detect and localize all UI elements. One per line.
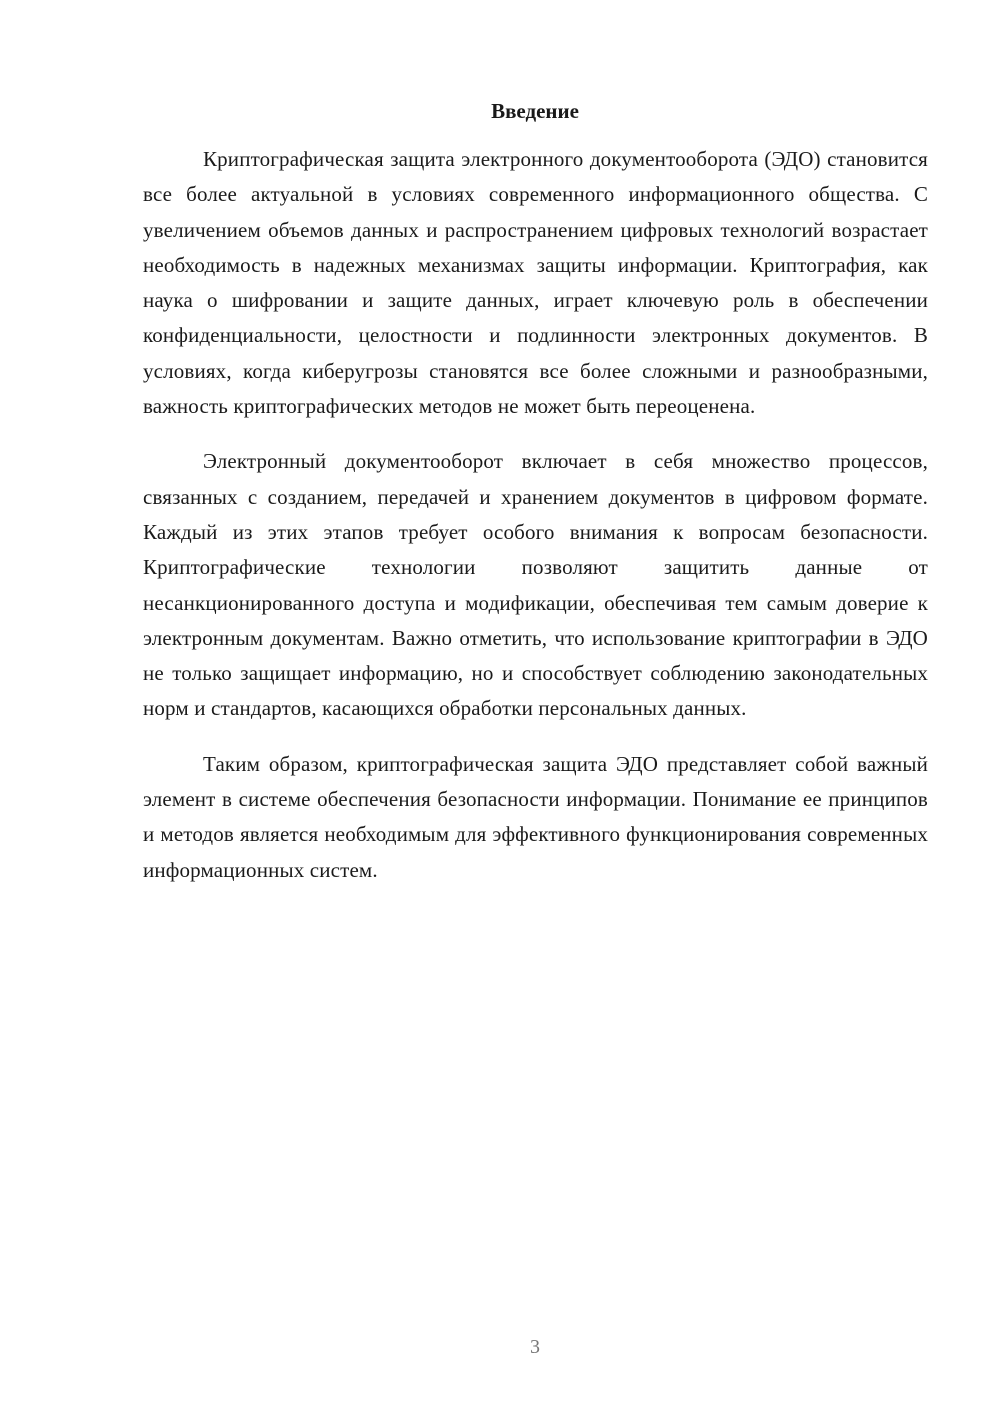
paragraph-3: Таким образом, криптографическая защита ЭДО представляет собой важный элемент в системе обеспечения безопасности информации. Понимание ее принципов и методов является необходимым для эффективного функционирования современных информационных систем.: [143, 751, 928, 882]
section-title: Введение: [491, 99, 579, 123]
paragraph-2: Электронный документооборот включает в себя множество процессов, связанных с созданием, передачей и хранением документов в цифровом формате. Каждый из этих этапов требует особого внимания к вопросам безопасности. Криптографические технологии позволяют защитить данные от несанкционированного доступа и модификации, обеспечивая тем самым доверие к электронным документам. Важно отметить, что использование криптографии в ЭДО не только защищает информацию, но и способствует соблюдению законодательных норм и стандартов, касающихся обработки персональных данных.: [143, 449, 928, 721]
paragraph-1: Криптографическая защита электронного документооборота (ЭДО) становится все более актуальной в условиях современного информационного общества. С увеличением объемов данных и распространением цифровых технологий возрастает необходимость в надежных механизмах защиты информации. Криптография, как наука о шифровании и защите данных, играет ключевую роль в обеспечении конфиденциальности, целостности и подлинности электронных документов. В условиях, когда киберугрозы становятся все более сложными и разнообразными, важность криптографических методов не может быть переоценена.: [143, 147, 928, 419]
body-text: [143, 142, 928, 908]
page-number: 3: [530, 1336, 540, 1358]
